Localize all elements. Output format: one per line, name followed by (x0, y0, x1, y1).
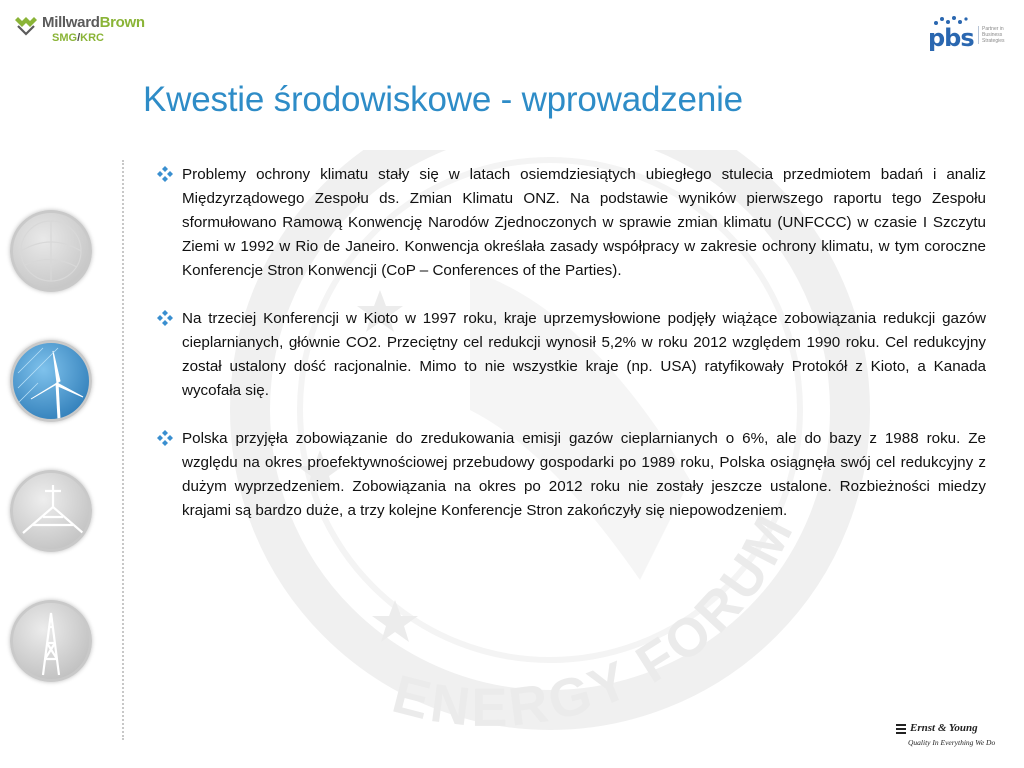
diamond-bullet-icon (156, 165, 174, 183)
power-line-circle-image (10, 470, 92, 552)
pbs-logo-word: pbs (928, 24, 974, 52)
slide-title: Kwestie środowiskowe - wprowadzenie (143, 80, 743, 119)
logo-left-sub-part1: SMG (52, 32, 78, 44)
dotted-divider (122, 160, 124, 740)
bullet-list (156, 163, 986, 547)
millwardbrown-logo (12, 12, 172, 46)
diamond-bullet-icon (156, 429, 174, 447)
logo-left-name-part2: Brown (99, 14, 145, 31)
pbs-logo (922, 12, 1014, 52)
diamond-bullet-icon (156, 309, 174, 327)
oil-rig-circle-image (10, 600, 92, 682)
watermark-text: ENERGY FORUM (386, 503, 807, 738)
logo-left-name-part1: Millward (42, 14, 100, 31)
bullet-item-1 (156, 163, 986, 283)
bullet-text-2: Na trzeciej Konferencji w Kioto w 1997 roku, kraje uprzemysłowione podjęły wiążące zobowiązania redukcji gazów cieplarnianych, głównie CO2. Przeciętny cel redukcji wynosił 5,2% w roku 2012 względem 1990 roku. Cel redukcyjny został ustalony dość racjonalnie. Mimo to nie wszystkie kraje (np. USA) ratyfikowały Protokół z Kioto, a Kanada wycofała się. (182, 310, 986, 399)
logo-left-sub-part2: KRC (80, 32, 104, 44)
ernst-young-logo (896, 722, 1008, 752)
pbs-logo-tagline: Partner in Business Strategies (978, 26, 1016, 44)
wind-turbine-circle-image (10, 340, 92, 422)
ernst-young-logo-icon (896, 723, 908, 734)
bullet-text-3: Polska przyjęła zobowiązanie do zredukowania emisji gazów cieplarnianych o 6%, ale do bazy z 1988 roku. Ze względu na okres proefektywnościowej przebudowy gospodarki po 1989 roku, Polska osiągnęła swój cel redukcyjny z dużym wyprzedzeniem. Zobowiązania na okres po 2012 roku nie zostały jeszcze ustalone. Rozbieżności miedzy krajami są bardzo duże, a trzy kolejne Konferencje Stron zakończyły się niepowodzeniem. (182, 430, 986, 519)
side-decoration (4, 210, 92, 690)
bullet-item-3 (156, 427, 986, 523)
millwardbrown-logo-icon (12, 12, 40, 36)
ernst-young-logo-name: Ernst & Young (910, 722, 978, 734)
bullet-text-1: Problemy ochrony klimatu stały się w latach osiemdziesiątych ubiegłego stulecia przedmiotem badań i analiz Międzyrządowego Zespołu ds. Zmian Klimatu ONZ. Na podstawie wyników pierwszego raportu tego Zespołu sformułowano Ramową Konwencję Narodów Zjednoczonych w sprawie zmian klimatu (UNFCCC) w czasie I Szczytu Ziemi w 1992 w Rio de Janeiro. Konwencja określała zasady współpracy w zakresie ochrony klimatu, w tym coroczne Konferencje Stron Konwencji (CoP – Conferences of the Parties). (182, 166, 986, 279)
logo-left-sub-slash: / (77, 32, 81, 44)
bullet-item-2 (156, 307, 986, 403)
ernst-young-logo-tagline: Quality In Everything We Do (908, 738, 996, 747)
globe-circle-image (10, 210, 92, 292)
